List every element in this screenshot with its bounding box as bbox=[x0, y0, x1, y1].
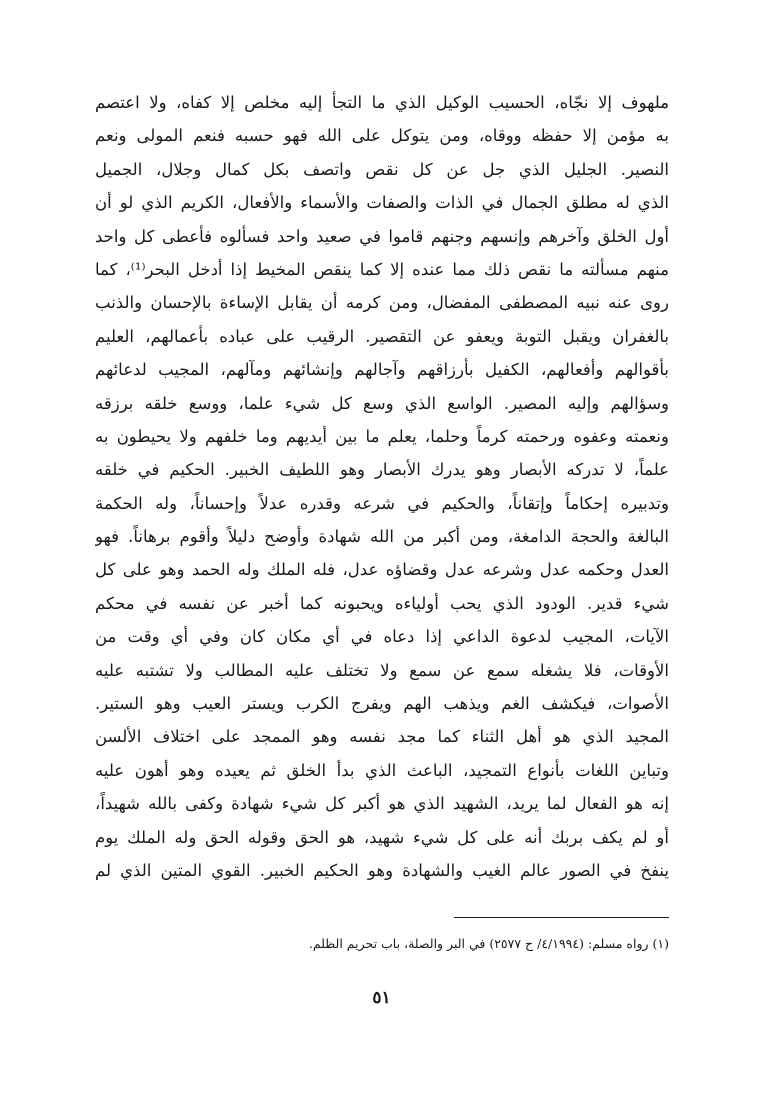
text-line-14: البالغة والحجة الدامغة، ومن أكبر من الله شهادة وأوضح دليلاً وأقوم برهاناً. فهو bbox=[95, 527, 669, 547]
text-line-20: المجيد الذي هو أهل الثناء كما مجد نفسه وهو الممجد على اختلاف الألسن bbox=[95, 727, 669, 747]
text-line-21: وتباين اللغات بأنواع التمجيد، الباعث الذي بدأ الخلق ثم يعيده وهو أهون عليه bbox=[95, 760, 669, 780]
text-line-3: النصير. الجليل الذي جل عن كل نقص واتصف بكل كمال وجلال، الجميل bbox=[95, 159, 669, 179]
text-line-2: به مؤمن إلا حفظه ووقاه، ومن يتوكل على الله فهو حسبه فنعم المولى ونعم bbox=[95, 126, 669, 146]
text-line-13: وتدبيره إحكاماً وإتقاناً، والحكيم في شرعه وقدره عدلاً وإحساناً، وله الحكمة bbox=[95, 493, 669, 513]
text-line-6: منهم مسألته ما نقص ذلك مما عنده إلا كما ينقص المخيط إذا أدخل البحر⁽¹⁾، كما bbox=[95, 259, 669, 279]
text-line-23: أو لم يكف بربك أنه على كل شيء شهيد، هو الحق وقوله الحق وله الملك يوم bbox=[95, 827, 669, 847]
text-line-8: بالغفران ويقبل التوبة ويعفو عن التقصير. الرقيب على عباده بأعمالهم، العليم bbox=[95, 326, 669, 346]
text-line-15: العدل وحكمه عدل وشرعه عدل وقضاؤه عدل، فله الملك وله الحمد وهو على كل bbox=[95, 560, 669, 580]
page-number: ٥١ bbox=[372, 988, 391, 1008]
text-line-18: الأوقات، فلا يشغله سمع عن سمع ولا تختلف عليه المطالب ولا تشتبه عليه bbox=[95, 660, 669, 680]
text-line-19: الأصوات، فيكشف الغم ويذهب الهم ويفرج الكرب ويستر العيب وهو الستير. bbox=[95, 694, 669, 714]
text-line-22: إنه هو الفعال لما يريد، الشهيد الذي هو أكبر كل شيء شهادة وكفى بالله شهيداً، bbox=[95, 794, 669, 814]
text-line-7: روى عنه نبيه المصطفى المفضال، ومن كرمه أن يقابل الإساءة بالإحسان والذنب bbox=[95, 293, 669, 313]
footnote: (١) رواه مسلم: (٤/١٩٩٤/ ح ٢٥٧٧) في البر والصلة، باب تحريم الظلم. bbox=[308, 936, 669, 951]
text-line-5: أول الخلق وآخرهم وإنسهم وجنهم قاموا في صعيد واحد فسألوه فأعطى كل واحد bbox=[95, 226, 669, 246]
text-line-16: شيء قدير. الودود الذي يحب أولياءه ويحبونه كما أخبر عن نفسه في محكم bbox=[95, 593, 669, 613]
text-line-12: علماً، لا تدركه الأبصار وهو يدرك الأبصار وهو اللطيف الخبير. الحكيم في خلقه bbox=[95, 460, 669, 480]
main-text-block bbox=[95, 86, 669, 887]
footnote-separator bbox=[454, 917, 669, 918]
text-line-10: وسؤالهم وإليه المصير. الواسع الذي وسع كل شيء علما، ووسع خلقه برزقه bbox=[95, 393, 669, 413]
text-line-17: الآيات، المجيب لدعوة الداعي إذا دعاه في أي مكان كان وفي أي وقت من bbox=[95, 627, 669, 647]
text-line-1: ملهوف إلا نجّاه، الحسيب الوكيل الذي ما التجأ إليه مخلص إلا كفاه، ولا اعتصم bbox=[95, 93, 669, 112]
text-line-11: ونعمته وعفوه ورحمته كرماً وحلما، يعلم ما بين أيديهم وما خلفهم ولا يحيطون به bbox=[95, 426, 669, 446]
text-line-24: ينفخ في الصور عالم الغيب والشهادة وهو الحكيم الخبير. القوي المتين الذي لم bbox=[95, 860, 669, 880]
text-line-4: الذي له مطلق الجمال في الذات والصفات والأسماء والأفعال، الكريم الذي لو أن bbox=[95, 193, 669, 213]
text-line-9: بأقوالهم وأفعالهم، الكفيل بأرزاقهم وآجالهم وإنشائهم ومآلهم، المجيب لدعائهم bbox=[95, 360, 669, 380]
